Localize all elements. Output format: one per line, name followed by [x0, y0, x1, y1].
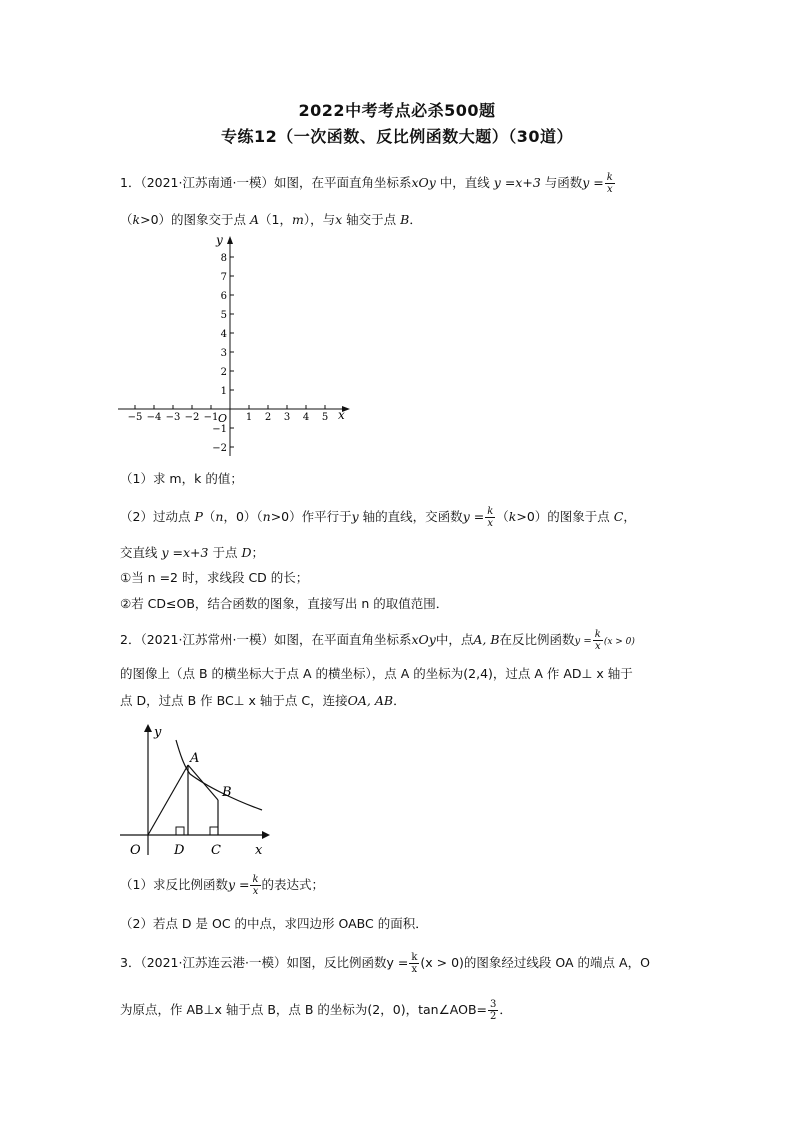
q3-tan-fraction: $\frac{3}{2}$ [490, 999, 497, 1022]
x-tick-label: −2 [184, 412, 200, 423]
q1-part2-line1: （2）过动点 P（n，0）（n>0）作平行于y 轴的直线，交函数y = $\frac{k}{x}$ （k>0）的图象于点 C， [120, 506, 636, 529]
q2-label-o: O [130, 843, 141, 858]
q1-origin-label: O [218, 412, 228, 425]
q1-part2-line2: 交直线 y =x+3 于点 D； [120, 545, 264, 560]
q1-sub2: ②若 CD≤OB，结合函数的图象，直接写出 n 的取值范围． [120, 596, 449, 611]
x-tick-label: 1 [245, 412, 253, 423]
x-tick-label: 5 [321, 412, 329, 423]
x-tick-label: −5 [127, 412, 143, 423]
q2-part2: （2）若点 D 是 OC 的中点，求四边形 OABC 的面积． [120, 916, 428, 931]
y-tick-label: 6 [220, 291, 227, 302]
x-tick-label: 3 [283, 412, 291, 423]
segment-oa [148, 765, 188, 835]
q1-part1: （1）求 m，k 的值； [120, 471, 243, 486]
q2-fraction: $\frac{k}{x}$ [594, 629, 601, 652]
y-tick-label: 4 [220, 329, 227, 340]
q1-stem-line2: （k>0）的图象交于点 A（1，m），与x 轴交于点 B． [120, 212, 422, 227]
q1-x-axis-label: x [338, 408, 345, 422]
y-tick-label: 8 [220, 253, 227, 264]
doc-title: 2022中考考点必杀500题 [298, 101, 496, 120]
x-tick-label: 2 [264, 412, 272, 423]
q1-coordinate-graph [110, 230, 360, 465]
y-tick-label: 2 [220, 367, 227, 378]
segment-ab [188, 765, 218, 800]
y-tick-label: 3 [220, 348, 227, 359]
q2-stem-line1: 2．（2021·江苏常州·一模）如图，在平面直角坐标系xOy中，点A, B在反比例函数y = $\frac{k}{x}$ (x > 0) [120, 629, 635, 652]
q2-part1: （1）求反比例函数y = $\frac{k}{x}$ 的表达式； [120, 874, 325, 897]
q1-part2-fraction: $\frac{k}{x}$ [487, 506, 494, 529]
q1-sub1: ①当 n =2 时，求线段 CD 的长； [120, 570, 309, 585]
q2-x-label: x [255, 843, 263, 858]
y-tick-label: 5 [220, 310, 227, 321]
q2-label-a: A [190, 751, 200, 766]
q1-stem-line1: 1．（2021·江苏南通·一模）如图，在平面直角坐标系xOy 中，直线 y =x+3 与函数y = $\frac{k}{x}$ [120, 172, 613, 195]
hyperbola-curve [176, 740, 262, 810]
right-angle-mark-d [176, 827, 184, 835]
x-tick-label: −3 [165, 412, 181, 423]
q1-fraction: $\frac{k}{x}$ [606, 172, 613, 195]
y-tick-label: −1 [212, 424, 227, 435]
q3-stem-line1: 3．（2021·江苏连云港·一模）如图，反比例函数y = $\frac{k}{x}$ (x > 0)的图象经过线段 OA 的端点 A，O [120, 952, 650, 975]
y-tick-label: 1 [220, 386, 227, 397]
right-angle-mark-c [210, 827, 218, 835]
q2-label-b: B [222, 785, 232, 800]
y-tick-label: 7 [220, 272, 227, 283]
q3-fraction: $\frac{k}{x}$ [411, 952, 418, 975]
y-tick-label: −2 [212, 443, 227, 454]
doc-subtitle: 专练12（一次函数、反比例函数大题）（30道） [220, 127, 574, 146]
q1-y-axis-label: y [216, 233, 223, 247]
q1-axis-ticks [128, 253, 329, 454]
q2-stem-line2: 的图像上（点 B 的横坐标大于点 A 的横坐标），点 A 的坐标为(2,4)，过点 A 作 AD⊥ x 轴于 [120, 666, 633, 681]
q2-part1-fraction: $\frac{k}{x}$ [252, 874, 259, 897]
q2-figure [110, 718, 280, 863]
q2-y-label: y [154, 725, 162, 740]
q2-label-d: D [174, 843, 185, 858]
x-tick-label: −4 [146, 412, 162, 423]
q2-label-c: C [211, 843, 221, 858]
x-tick-label: 4 [302, 412, 310, 423]
x-tick-label: −1 [203, 412, 219, 423]
q3-stem-line2: 为原点，作 AB⊥x 轴于点 B，点 B 的坐标为(2，0)，tan∠AOB= $\frac{3}{2}$ ． [120, 999, 512, 1022]
q2-stem-line3: 点 D，过点 B 作 BC⊥ x 轴于点 C，连接OA, AB． [120, 693, 406, 708]
